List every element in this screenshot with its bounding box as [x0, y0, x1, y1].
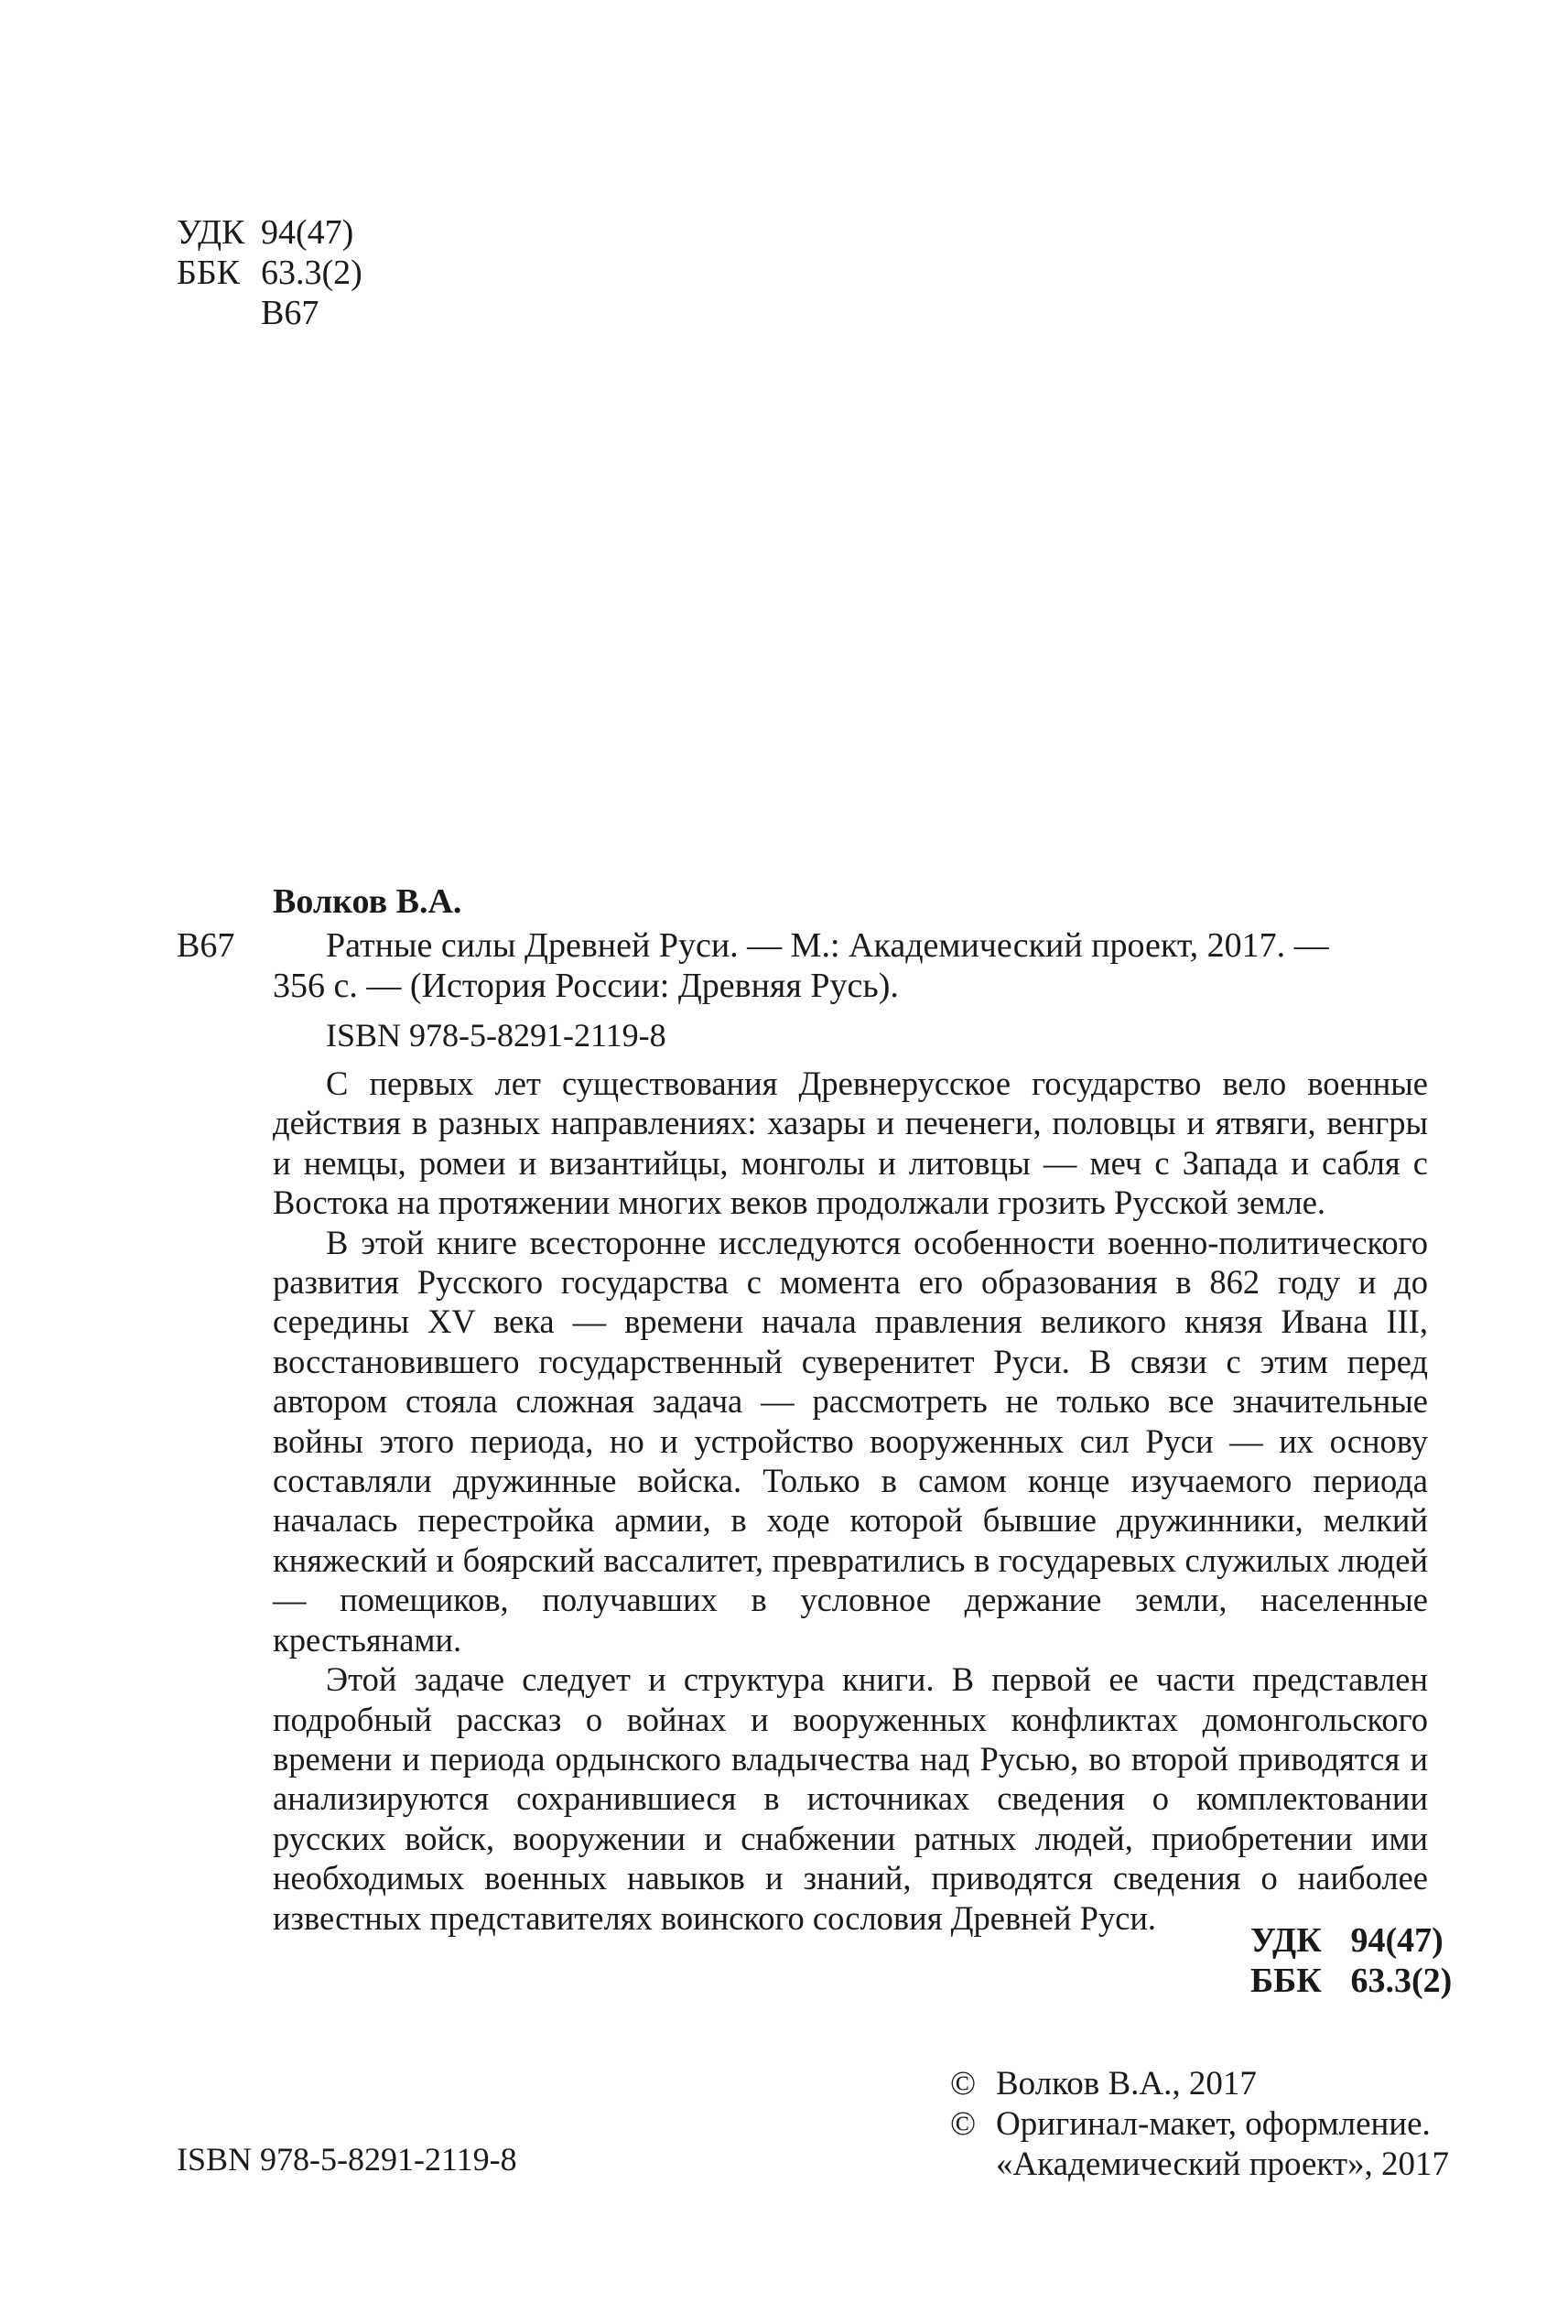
author-mark-row	[177, 293, 362, 333]
udk-row	[177, 212, 362, 253]
copyright-author: Волков В.А., 2017	[996, 2065, 1257, 2102]
abstract-paragraph: Этой задаче следует и структура книги. В первой ее части представлен подробный рассказ о войнах и вооруженных конфликтах домонгольского времени и периода ордынского владычества над Русью, во второй приводятся и анализируются сохранившиеся в источниках сведения о комплектовании русских войск, вооружении и снабжении ратных людей, приобретении ими необходимых военных навыков и знаний, приводятся сведения о наиболее известных представителях воинского сословия Древней Руси.	[273, 1660, 1428, 1937]
abstract	[273, 1064, 1428, 1938]
abstract-paragraph: В этой книге всесторонне исследуются особенности военно-политического развития Русского государства с момента его образования в 862 году и до середины XV века — времени начала правления великого князя Ивана III, восстановившего государственный суверенитет Руси. В связи с этим перед автором стояла сложная задача — рассмотреть не только все значительные войны этого периода, но и устройство вооруженных сил Руси — их основу составляли дружинные войска. Только в самом конце изучаемого периода началась перестройка армии, в ходе которой бывшие дружинники, мелкий княжеский и боярский вассалитет, превратились в государевых служилых людей — помещиков, получавших в условное держание земли, населенные крестьянами.	[273, 1223, 1428, 1659]
copyright-row-publisher	[950, 2145, 1449, 2185]
bbk-row	[177, 253, 362, 293]
copyright-layout: Оригинал-макет, оформление.	[996, 2105, 1431, 2143]
entry-isbn: ISBN 978-5-8291-2119-8	[326, 1017, 666, 1054]
top-classification	[177, 212, 362, 333]
bottom-bbk-row	[1250, 1961, 1452, 2001]
copyright-publisher: «Академический проект», 2017	[996, 2146, 1450, 2183]
bottom-udk-row	[1250, 1920, 1452, 1961]
bibliographic-entry	[273, 925, 1428, 1006]
bbk-value: 63.3(2)	[261, 254, 362, 292]
entry-author-mark: В67	[177, 926, 235, 965]
author-name: Волков В.А.	[273, 882, 462, 921]
bottom-udk-value: 94(47)	[1350, 1921, 1444, 1960]
copyright-icon: ©	[950, 2065, 977, 2102]
entry-line-2: 356 с. — (История России: Древняя Русь).	[273, 967, 899, 1005]
copyright-row-author	[950, 2064, 1449, 2104]
bottom-udk-label: УДК	[1250, 1921, 1322, 1960]
abstract-paragraph: С первых лет существования Древнерусское государство вело военные действия в разных направлениях: хазары и печенеги, половцы и ятвяги, венгры и немцы, ромеи и византийцы, монголы и литовцы — меч с Запада и сабля с Востока на протяжении многих веков продолжали грозить Русской земле.	[273, 1065, 1428, 1222]
copyright-block	[950, 2064, 1449, 2185]
bottom-isbn: ISBN 978-5-8291-2119-8	[177, 2141, 517, 2178]
bottom-classification	[1250, 1920, 1452, 2001]
entry-line-1: Ратные силы Древней Руси. — М.: Академический проект, 2017. —	[326, 926, 1329, 965]
udk-value: 94(47)	[261, 213, 354, 252]
bbk-label: ББК	[177, 254, 240, 292]
bottom-bbk-label: ББК	[1250, 1962, 1322, 2000]
author-mark: В67	[261, 294, 319, 332]
bottom-bbk-value: 63.3(2)	[1350, 1962, 1453, 2000]
udk-label: УДК	[177, 213, 245, 252]
copyright-row-layout	[950, 2104, 1449, 2145]
copyright-icon: ©	[950, 2105, 977, 2143]
